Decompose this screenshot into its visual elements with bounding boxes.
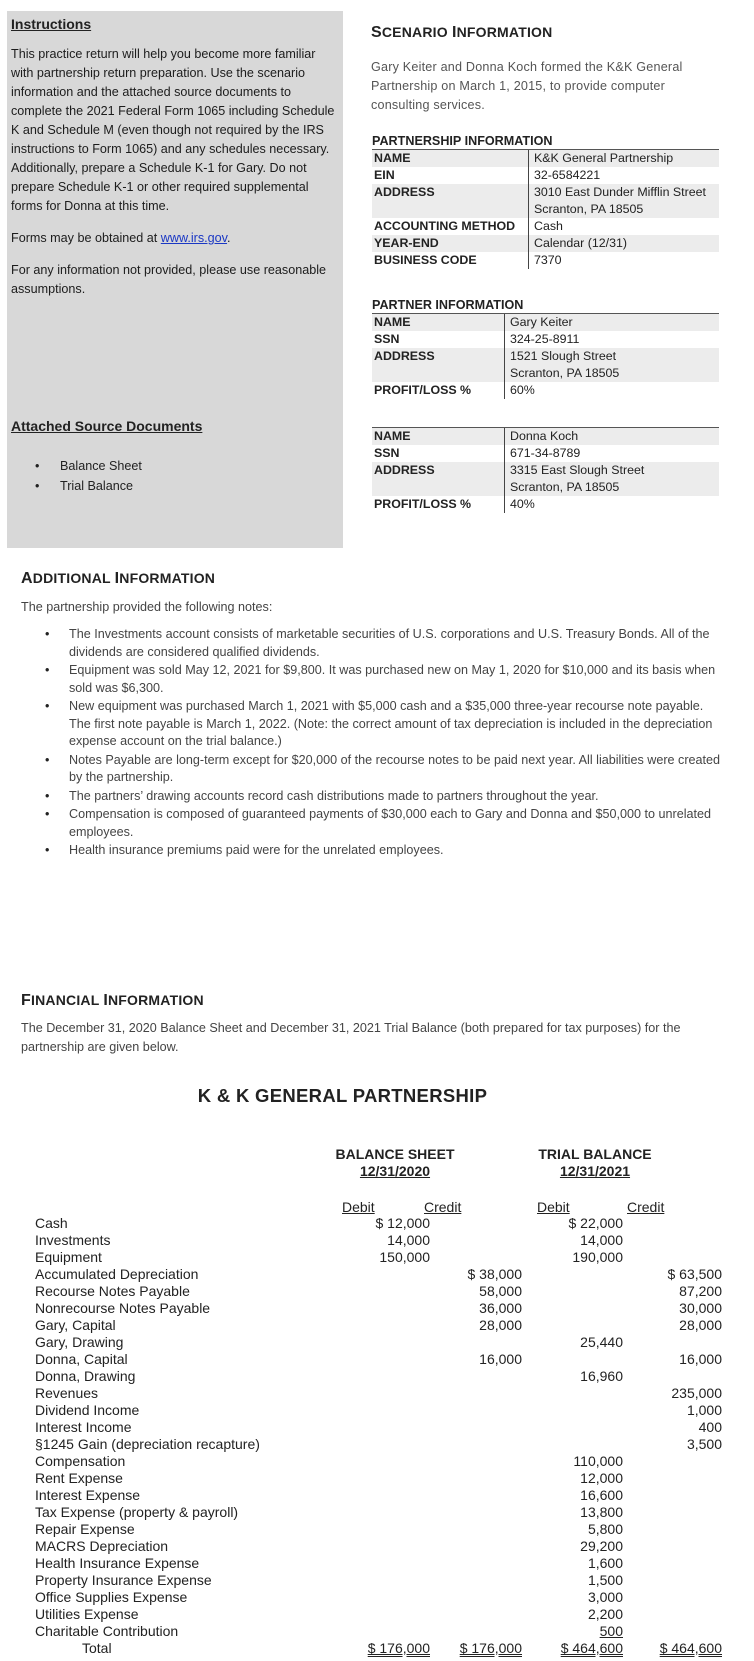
bs-credit-value: 36,000: [479, 1300, 522, 1316]
partner-name: Gary Keiter: [504, 314, 719, 331]
tb-debit-header: Debit: [537, 1199, 570, 1215]
assumptions-note: For any information not provided, please use reasonable assumptions.: [11, 263, 327, 296]
account-name: Gary, Capital: [35, 1317, 116, 1333]
partner-name: Donna Koch: [504, 428, 719, 445]
tb-debit-value: 1,500: [587, 1572, 623, 1588]
table-row: [35, 1504, 695, 1521]
year-end: Calendar (12/31): [528, 235, 719, 252]
accounting-method: Cash: [528, 218, 719, 235]
account-name: Office Supplies Expense: [35, 1589, 188, 1605]
partner-info-table: [372, 297, 719, 399]
forms-note: [11, 229, 337, 248]
tb-debit-value: 5,800: [587, 1521, 623, 1537]
company-name: K & K GENERAL PARTNERSHIP: [197, 1085, 488, 1106]
tb-credit-value: 1,000: [686, 1402, 722, 1418]
total-tb-debit: $ 464,600: [560, 1640, 623, 1656]
total-bs-debit: $ 176,000: [367, 1640, 430, 1656]
total-label: Total: [82, 1640, 112, 1656]
list-item: • Notes Payable are long-term except for $20,000 of the recourse notes to be paid next year. All liabilities were created by the partnership.: [21, 752, 721, 787]
tb-credit-value: $ 63,500: [667, 1266, 722, 1282]
row-label: YEAR-END: [374, 236, 439, 250]
trial-balance-date: 12/31/2021: [559, 1163, 631, 1179]
list-item: • Balance Sheet: [11, 456, 142, 476]
account-name: Repair Expense: [35, 1521, 135, 1537]
account-name: Utilities Expense: [35, 1606, 139, 1622]
bs-credit-value: 16,000: [479, 1351, 522, 1367]
list-item: • The partners’ drawing accounts record cash distributions made to partners throughout the year.: [21, 788, 721, 806]
table-row: [35, 1555, 695, 1572]
table-row: [372, 462, 719, 496]
account-name: Nonrecourse Notes Payable: [35, 1300, 211, 1316]
bs-credit-value: 58,000: [479, 1283, 522, 1299]
financial-table: [35, 1215, 722, 1657]
tb-credit-value: 16,000: [679, 1351, 722, 1367]
partner-ssn: 324-25-8911: [504, 331, 719, 348]
row-label: NAME: [374, 429, 411, 443]
table-row: [372, 184, 719, 218]
list-item: • Equipment was sold May 12, 2021 for $9,800. It was purchased new on May 1, 2020 for $10,000 and its basis when sold was $6,300.: [21, 662, 721, 697]
tb-debit-value: 1,600: [587, 1555, 623, 1571]
table-row: [372, 445, 719, 462]
table-row: [372, 167, 719, 184]
partner-profit-loss: 40%: [504, 496, 719, 513]
table-row: [35, 1436, 722, 1453]
account-name: Compensation: [35, 1453, 126, 1469]
table-row: [35, 1487, 695, 1504]
tb-debit-value: 16,960: [580, 1368, 623, 1384]
account-name: Donna, Drawing: [35, 1368, 136, 1384]
forms-suffix: .: [227, 231, 231, 245]
forms-prefix: Forms may be obtained at: [11, 231, 161, 245]
instructions-panel: [7, 11, 343, 548]
table-row: [35, 1606, 695, 1623]
row-label: ACCOUNTING METHOD: [374, 219, 516, 233]
account-name: Gary, Drawing: [35, 1334, 124, 1350]
address-line: Scranton, PA 18505: [510, 366, 620, 380]
instructions-paragraph: This practice return will help you become more familiar with partnership return preparation. Use the scenario information and the attached source documents to complete the 2021 Federal Form 1065 including Schedule K and Schedule M (even though not required by the IRS instructions to Form 1065) and any schedules necessary. Additionally, prepare a Schedule K-1 for Gary. Do not prepare Schedule K-1 or other required supplemental forms for Donna at this time.: [11, 47, 335, 213]
table-row: [35, 1538, 695, 1555]
table-row: [35, 1283, 722, 1300]
table-row: [35, 1266, 722, 1283]
table-row: [35, 1521, 695, 1538]
tb-credit-value: 87,200: [679, 1283, 722, 1299]
table-row: [372, 313, 719, 331]
row-label: EIN: [374, 168, 395, 182]
account-name: Equipment: [35, 1249, 102, 1265]
table-row: [35, 1232, 695, 1249]
tb-debit-value: 29,200: [580, 1538, 623, 1554]
tb-debit-value: 190,000: [572, 1249, 623, 1265]
partner-info-table: [372, 427, 719, 513]
address-line: 1521 Slough Street: [510, 349, 617, 363]
business-code: 7370: [528, 252, 719, 269]
account-name: Tax Expense (property & payroll): [35, 1504, 239, 1520]
company-title: [0, 1085, 754, 1107]
row-label: NAME: [374, 315, 411, 329]
account-name: MACRS Depreciation: [35, 1538, 169, 1554]
row-label: ADDRESS: [374, 185, 435, 199]
bs-debit-header: Debit: [342, 1199, 375, 1215]
tb-credit-value: 30,000: [679, 1300, 722, 1316]
partner-ssn: 671-34-8789: [504, 445, 719, 462]
table-row: [35, 1368, 695, 1385]
balance-sheet-header: [305, 1146, 485, 1180]
table-row: [35, 1572, 695, 1589]
table-row: [35, 1351, 722, 1368]
table-row: [35, 1402, 722, 1419]
balance-sheet-title: BALANCE SHEET: [335, 1146, 455, 1162]
tb-debit-value: 16,600: [580, 1487, 623, 1503]
table-row: [372, 331, 719, 348]
tb-debit-value: 3,000: [587, 1589, 623, 1605]
partner-profit-loss: 60%: [504, 382, 719, 399]
account-name: Recourse Notes Payable: [35, 1283, 190, 1299]
address-line: 3315 East Slough Street: [510, 463, 645, 477]
tb-debit-value: 500: [599, 1623, 623, 1639]
account-name: Investments: [35, 1232, 111, 1248]
table-row: [35, 1419, 722, 1436]
table-row: [372, 348, 719, 382]
partnership-name: K&K General Partnership: [528, 150, 719, 167]
tb-credit-value: 3,500: [686, 1436, 722, 1452]
total-row: [35, 1640, 722, 1657]
tb-credit-value: 235,000: [671, 1385, 722, 1401]
row-label: SSN: [374, 332, 400, 346]
bs-credit-header: Credit: [424, 1199, 462, 1215]
tb-credit-value: 400: [698, 1419, 722, 1435]
row-label: PROFIT/LOSS %: [374, 383, 472, 397]
row-label: PROFIT/LOSS %: [374, 497, 472, 511]
trial-balance-header: [505, 1146, 685, 1180]
list-item: • New equipment was purchased March 1, 2021 with $5,000 cash and a $35,000 three-year recourse note payable. The first note payable is March 1, 2022. (Note: the correct amount of tax depreciation is included in the depreciation expense account on the trial balance.): [21, 698, 721, 751]
scenario-title: SCENARIO INFORMATION: [371, 24, 553, 41]
table-row: [372, 235, 719, 252]
table-row: [372, 427, 719, 445]
partnership-info-header: PARTNERSHIP INFORMATION: [372, 134, 553, 148]
additional-notes-list: [21, 626, 721, 861]
tb-debit-value: 110,000: [573, 1453, 623, 1469]
bs-credit-value: 28,000: [479, 1317, 522, 1333]
account-name: Revenues: [35, 1385, 99, 1401]
tb-debit-value: 13,800: [580, 1504, 623, 1520]
account-name: Donna, Capital: [35, 1351, 128, 1367]
account-name: Interest Expense: [35, 1487, 141, 1503]
table-row: [35, 1334, 695, 1351]
tb-debit-value: 14,000: [580, 1232, 623, 1248]
list-item: • Compensation is composed of guaranteed payments of $30,000 each to Gary and Donna and $50,000 to unrelated employees.: [21, 806, 721, 841]
account-name: Accumulated Depreciation: [35, 1266, 199, 1282]
balance-sheet-date: 12/31/2020: [359, 1163, 431, 1179]
instructions-body: [11, 45, 337, 312]
table-row: [372, 149, 719, 167]
table-row: [35, 1215, 695, 1232]
scenario-text: Gary Keiter and Donna Koch formed the K&K General Partnership on March 1, 2015, to provide computer consulting services.: [371, 60, 683, 112]
table-row: [35, 1589, 695, 1606]
account-name: Charitable Contribution: [35, 1623, 179, 1639]
account-name: Interest Income: [35, 1419, 132, 1435]
table-row: [35, 1300, 722, 1317]
tb-credit-value: 28,000: [679, 1317, 722, 1333]
irs-link[interactable]: www.irs.gov: [160, 231, 228, 245]
table-row: [35, 1385, 722, 1402]
additional-info-intro: The partnership provided the following notes:: [21, 600, 273, 614]
row-label: NAME: [374, 151, 411, 165]
bs-debit-value: 14,000: [387, 1232, 430, 1248]
table-row: [372, 496, 719, 513]
row-label: ADDRESS: [374, 349, 435, 363]
bs-credit-value: $ 38,000: [467, 1266, 522, 1282]
table-row: [35, 1623, 695, 1640]
bs-debit-value: 150,000: [379, 1249, 430, 1265]
tb-debit-value: 12,000: [580, 1470, 623, 1486]
table-row: [372, 218, 719, 235]
additional-info-title: ADDITIONAL INFORMATION: [21, 570, 216, 587]
address-line: Scranton, PA 18505: [510, 480, 620, 494]
list-item: • Trial Balance: [11, 476, 142, 496]
bs-debit-value: $ 12,000: [375, 1215, 430, 1231]
account-name: Rent Expense: [35, 1470, 123, 1486]
partnership-ein: 32-6584221: [528, 167, 719, 184]
account-name: Health Insurance Expense: [35, 1555, 200, 1571]
row-label: ADDRESS: [374, 463, 435, 477]
instructions-title: Instructions: [11, 16, 92, 32]
source-documents-list: [11, 456, 142, 496]
address-line: 3010 East Dunder Mifflin Street: [534, 185, 706, 199]
partner-info-header: PARTNER INFORMATION: [372, 298, 524, 312]
table-row: [372, 252, 719, 269]
financial-info-text: The December 31, 2020 Balance Sheet and December 31, 2021 Trial Balance (both prepared for tax purposes) for the partnership are given below.: [21, 1021, 681, 1054]
table-row: [35, 1317, 722, 1334]
account-name: Dividend Income: [35, 1402, 140, 1418]
address-line: Scranton, PA 18505: [534, 202, 644, 216]
total-bs-credit: $ 176,000: [459, 1640, 522, 1656]
tb-debit-value: 25,440: [580, 1334, 623, 1350]
table-row: [35, 1249, 695, 1266]
table-row: [372, 382, 719, 399]
financial-info-title: FINANCIAL INFORMATION: [21, 992, 204, 1009]
row-label: SSN: [374, 446, 400, 460]
total-tb-credit: $ 464,600: [659, 1640, 722, 1656]
account-name: Cash: [35, 1215, 68, 1231]
account-name: §1245 Gain (depreciation recapture): [35, 1436, 260, 1452]
partnership-info-table: [372, 133, 719, 269]
tb-debit-value: 2,200: [587, 1606, 623, 1622]
account-name: Property Insurance Expense: [35, 1572, 212, 1588]
table-row: [35, 1470, 695, 1487]
row-label: BUSINESS CODE: [374, 253, 477, 267]
source-documents-title: Attached Source Documents: [11, 418, 203, 434]
tb-debit-value: $ 22,000: [568, 1215, 623, 1231]
trial-balance-title: TRIAL BALANCE: [538, 1146, 652, 1162]
table-row: [35, 1453, 695, 1470]
tb-credit-header: Credit: [627, 1199, 665, 1215]
list-item: • The Investments account consists of marketable securities of U.S. corporations and U.S. Treasury Bonds. All of the dividends are considered qualified dividends.: [21, 626, 721, 661]
list-item: • Health insurance premiums paid were for the unrelated employees.: [21, 842, 721, 860]
